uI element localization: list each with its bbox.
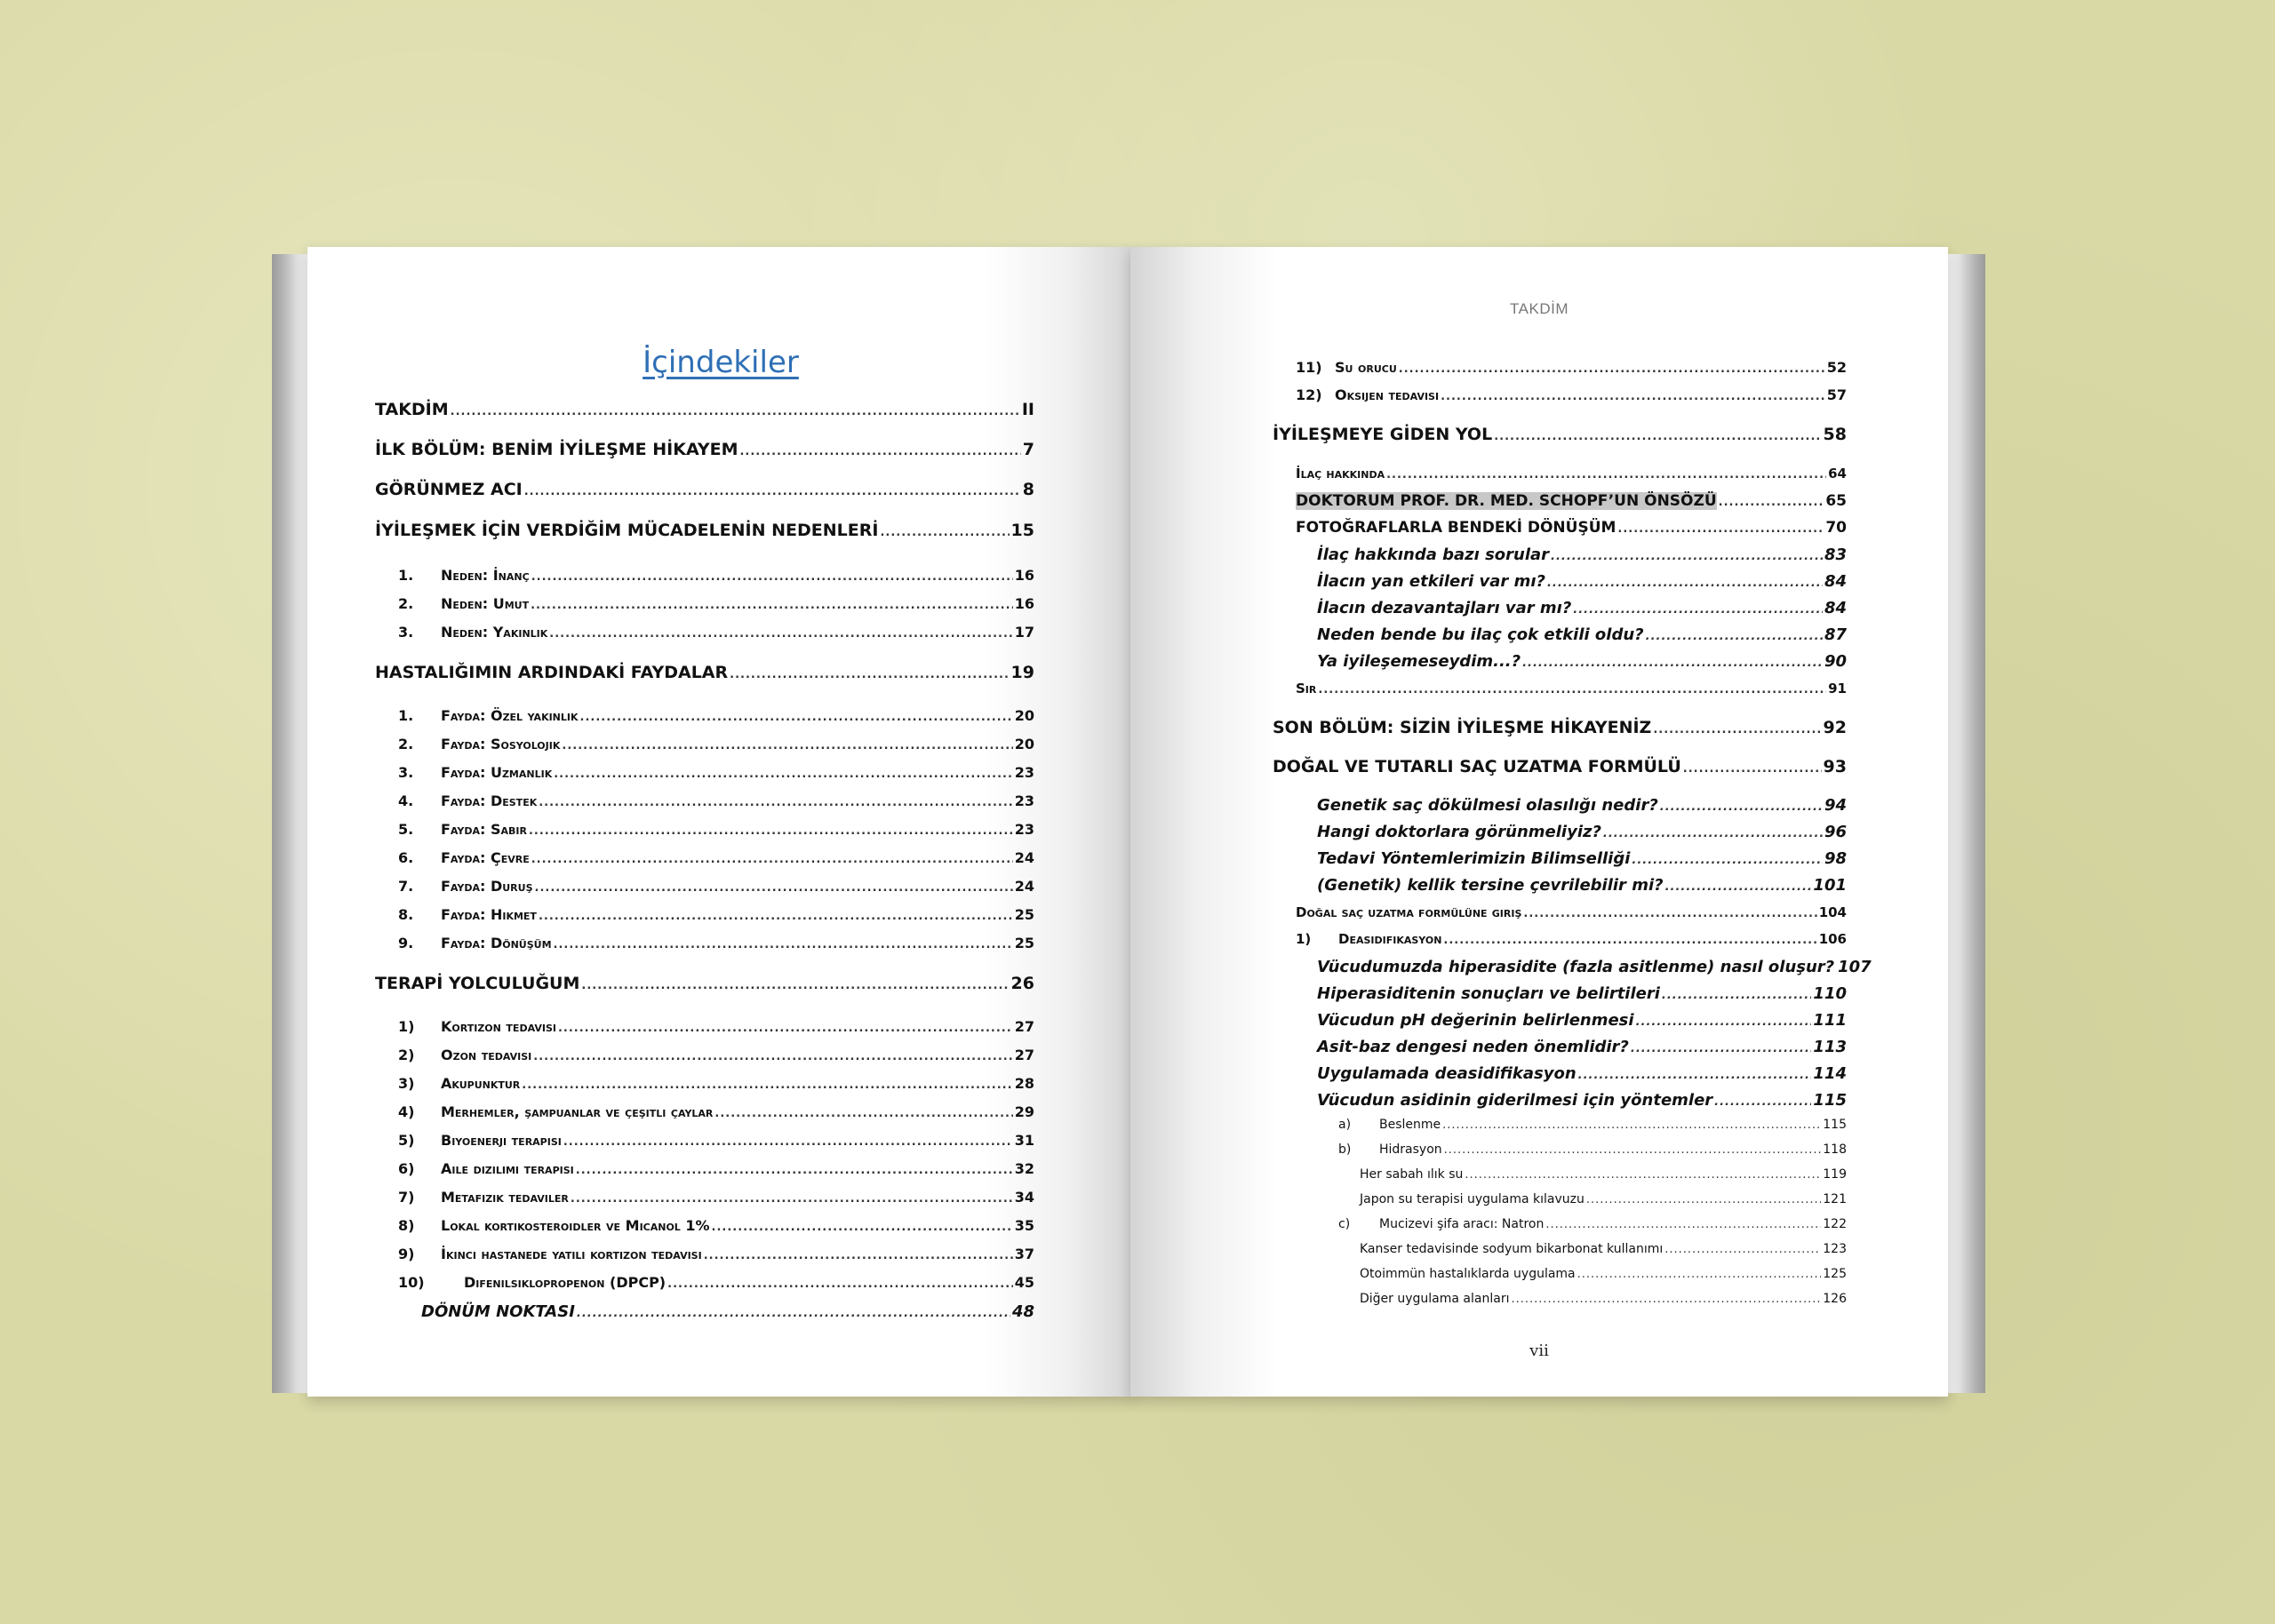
toc-entry: Sır ..... 91 <box>1296 681 1847 697</box>
toc-entry: SON BÖLÜM: SİZİN İYİLEŞME HİKAYENİZ ..... 92 <box>1273 718 1847 737</box>
toc-entry: 2. Fayda: Sosyolojik ..... 20 <box>398 736 1034 752</box>
toc-entry-highlighted: DOKTORUM PROF. DR. MED. SCHOPF’UN ÖNSÖZÜ ..... 65 <box>1296 492 1847 510</box>
open-book <box>272 247 1985 1397</box>
left-toc <box>307 247 1134 1397</box>
toc-entry: FOTOĞRAFLARLA BENDEKİ DÖNÜŞÜM ..... 70 <box>1296 519 1847 537</box>
toc-entry: İlaç hakkında bazı sorular ..... 83 <box>1317 545 1847 564</box>
toc-entry: İlacın yan etkileri var mı? ..... 84 <box>1317 572 1847 591</box>
toc-entry: İYİLEŞMEK İÇİN VERDİĞİM MÜCADELENİN NEDENLERİ ..... 15 <box>375 521 1034 540</box>
toc-entry: c) Mucizevi şifa aracı: Natron ..... 122 <box>1338 1217 1847 1231</box>
toc-entry: 5. Fayda: Sabır ..... 23 <box>398 821 1034 838</box>
toc-entry: İlaç hakkında ..... 64 <box>1296 466 1847 482</box>
toc-entry: DÖNÜM NOKTASI ..... 48 <box>421 1302 1034 1321</box>
toc-entry: 4. Fayda: Destek ..... 23 <box>398 792 1034 809</box>
toc-entry: 8. Fayda: Hikmet ..... 25 <box>398 906 1034 923</box>
toc-title: İçindekiler <box>643 345 799 380</box>
toc-entry: Vücudun pH değerinin belirlenmesi ..... 111 <box>1317 1011 1847 1030</box>
left-page <box>307 247 1134 1397</box>
left-page-edges <box>272 254 309 1393</box>
toc-entry: a) Beslenme ..... 115 <box>1338 1118 1847 1132</box>
toc-entry: 7. Fayda: Duruş ..... 24 <box>398 878 1034 895</box>
toc-entry: 10) Difenilsiklopropenon (DPCP) ..... 45 <box>398 1274 1034 1291</box>
toc-entry: Vücudun asidinin giderilmesi için yöntemler ..... 115 <box>1317 1091 1847 1110</box>
toc-entry: Kanser tedavisinde sodyum bikarbonat kullanımı ..... 123 <box>1360 1242 1847 1256</box>
right-toc <box>1130 247 1948 1397</box>
toc-entry: İLK BÖLÜM: BENİM İYİLEŞME HİKAYEM ..... 7 <box>375 440 1034 459</box>
toc-entry: Vücudumuzda hiperasidite (fazla asitlenme) nasıl oluşur? 107 <box>1317 958 1872 976</box>
toc-entry: İlacın dezavantajları var mı? ..... 84 <box>1317 599 1847 617</box>
toc-entry: 5) Biyoenerji terapisi ..... 31 <box>398 1132 1034 1149</box>
toc-entry: Japon su terapisi uygulama kılavuzu ..... 121 <box>1360 1192 1847 1206</box>
toc-entry: Diğer uygulama alanları ..... 126 <box>1360 1292 1847 1306</box>
toc-entry: DOĞAL VE TUTARLI SAÇ UZATMA FORMÜLÜ ..... 93 <box>1273 757 1847 776</box>
toc-entry: Genetik saç dökülmesi olasılığı nedir? ..... 94 <box>1317 796 1847 815</box>
toc-entry: 9. Fayda: Dönüşüm ..... 25 <box>398 935 1034 951</box>
toc-entry: 1) Kortizon tedavisi ..... 27 <box>398 1018 1034 1035</box>
right-page-edges <box>1948 254 1985 1393</box>
toc-entry: TAKDİM ..... II <box>375 400 1034 419</box>
toc-entry: (Genetik) kellik tersine çevrilebilir mi? ..... 101 <box>1317 876 1847 895</box>
toc-entry: b) Hidrasyon ..... 118 <box>1338 1142 1847 1157</box>
toc-entry: Neden bende bu ilaç çok etkili oldu? ..... 87 <box>1317 625 1847 644</box>
toc-entry: Her sabah ılık su ..... 119 <box>1360 1167 1847 1182</box>
toc-entry: 3. Neden: Yakınlık ..... 17 <box>398 624 1034 641</box>
toc-entry: Uygulamada deasidifikasyon ..... 114 <box>1317 1064 1847 1083</box>
toc-entry: 9) İkinci hastanede yatılı kortizon tedavisi ..... 37 <box>398 1246 1034 1262</box>
toc-entry: 11) Su orucu ..... 52 <box>1296 359 1847 376</box>
toc-entry: TERAPİ YOLCULUĞUM ..... 26 <box>375 974 1034 993</box>
toc-entry: 1) Deasidifikasyon ..... 106 <box>1296 931 1847 947</box>
toc-entry: Hangi doktorlara görünmeliyiz? ..... 96 <box>1317 823 1847 841</box>
toc-entry: Asit-baz dengesi neden önemlidir? ..... 113 <box>1317 1038 1847 1056</box>
toc-entry: 8) Lokal kortikosteroidler ve Micanol 1% ..... 35 <box>398 1217 1034 1234</box>
toc-entry: 6) Aile dizilimi terapisi ..... 32 <box>398 1160 1034 1177</box>
toc-entry: İYİLEŞMEYE GİDEN YOL ..... 58 <box>1273 425 1847 444</box>
toc-entry: 3) Akupunktur ..... 28 <box>398 1075 1034 1092</box>
running-head: TAKDİM <box>1510 300 1569 317</box>
right-page <box>1130 247 1948 1397</box>
toc-entry: 1. Neden: İnanç ..... 16 <box>398 567 1034 584</box>
toc-entry: Ya iyileşemeseydim...? ..... 90 <box>1317 652 1847 671</box>
toc-entry: Doğal saç uzatma formülüne giriş ..... 104 <box>1296 904 1847 920</box>
toc-entry: Tedavi Yöntemlerimizin Bilimselliği ..... 98 <box>1317 849 1847 868</box>
toc-entry: GÖRÜNMEZ ACI ..... 8 <box>375 480 1034 499</box>
toc-entry: 4) Merhemler, şampuanlar ve çeşitli çaylar ..... 29 <box>398 1103 1034 1120</box>
toc-entry: Otoimmün hastalıklarda uygulama ..... 125 <box>1360 1267 1847 1281</box>
toc-entry: 12) Oksijen tedavisi ..... 57 <box>1296 386 1847 403</box>
toc-entry: HASTALIĞIMIN ARDINDAKİ FAYDALAR ..... 19 <box>375 663 1034 682</box>
toc-entry: 1. Fayda: Özel yakınlık ..... 20 <box>398 707 1034 724</box>
page-number: vii <box>1529 1341 1549 1360</box>
toc-entry: 3. Fayda: Uzmanlık ..... 23 <box>398 764 1034 781</box>
toc-entry: 2. Neden: Umut ..... 16 <box>398 595 1034 612</box>
toc-entry: 2) Ozon tedavisi ..... 27 <box>398 1047 1034 1063</box>
toc-entry: Hiperasiditenin sonuçları ve belirtileri ..... 110 <box>1317 984 1847 1003</box>
toc-entry: 6. Fayda: Çevre ..... 24 <box>398 849 1034 866</box>
toc-entry: 7) Metafizik tedaviler ..... 34 <box>398 1189 1034 1206</box>
